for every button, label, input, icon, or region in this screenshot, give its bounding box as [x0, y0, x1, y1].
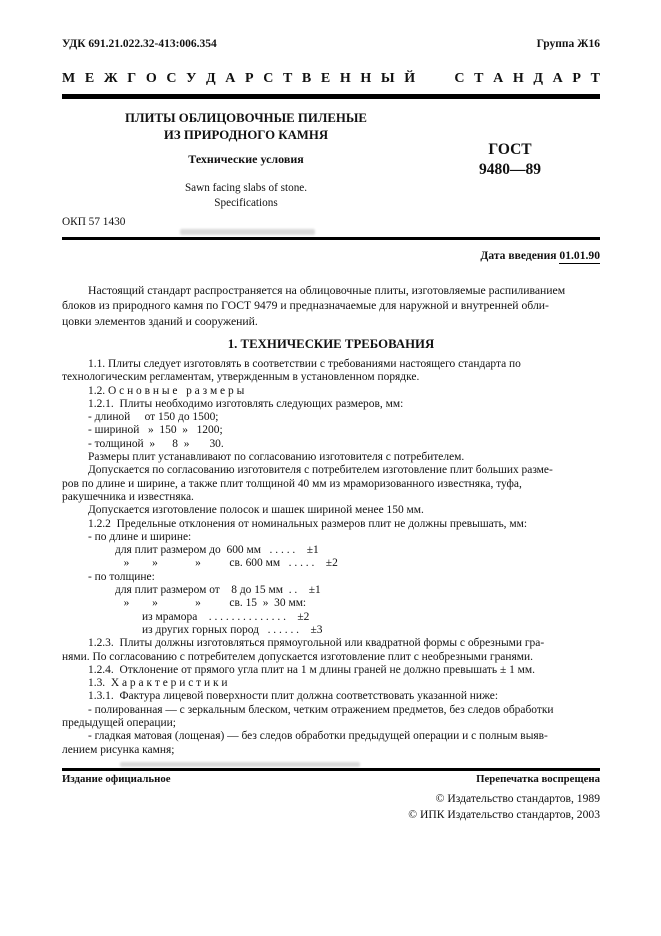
- body-line: - шириной » 150 » 1200;: [88, 424, 223, 437]
- horizontal-rule-footer: [62, 768, 600, 771]
- banner-letter: Р: [572, 71, 581, 86]
- effective-date-value: 01.01.90: [559, 249, 600, 262]
- effective-date: [62, 249, 600, 262]
- horizontal-rule-top: [62, 94, 600, 99]
- body-line: технологическим регламентам, утвержденным в установленном порядке.: [62, 371, 420, 384]
- body-line: 1.2.3. Плиты должны изготовляться прямоугольной или квадратной формы с обрезными гра-: [88, 637, 545, 650]
- body-line: для плит размером до 600 мм . . . . . ±1: [115, 544, 319, 557]
- body-line: » » » св. 600 мм . . . . . ±2: [115, 557, 338, 570]
- body-line: 1.2.2 Предельные отклонения от номинальных размеров плит не должны превышать, мм:: [88, 517, 528, 530]
- banner-letter: О: [145, 71, 157, 86]
- body-line: из мрамора . . . . . . . . . . . . . . ±2: [142, 610, 310, 623]
- body-line: лением рисунка камня;: [62, 743, 175, 756]
- copyright-line-1989: © Издательство стандартов, 1989: [435, 792, 600, 805]
- body-line: из других горных пород . . . . . . ±3: [142, 623, 323, 636]
- body-line: - по толщине:: [88, 570, 155, 583]
- banner-letter: А: [552, 71, 563, 86]
- banner-letter: А: [225, 71, 236, 86]
- banner-letter: Т: [590, 71, 600, 86]
- banner-letter: Е: [320, 71, 331, 86]
- standard-type-banner: [62, 71, 600, 87]
- body-line: - по длине и ширине:: [88, 530, 192, 543]
- body-line: » » » св. 15 » 30 мм:: [115, 597, 307, 610]
- banner-letter: В: [301, 71, 312, 86]
- gost-label: ГОСТ: [488, 141, 532, 158]
- intro-line: Настоящий стандарт распространяется на облицовочные плиты, изготовляемые распиливанием: [88, 284, 566, 297]
- effective-date-label: Дата введения: [480, 249, 560, 262]
- banner-word-gap: [425, 71, 445, 87]
- body-line: - длиной от 150 до 1500;: [88, 411, 219, 424]
- banner-letter: Д: [206, 71, 216, 86]
- banner-letter: Е: [84, 71, 95, 86]
- body-line: 1.2. О с н о в н ы е р а з м е р ы: [88, 384, 245, 397]
- body-line: 1.2.1. Плиты необходимо изготовлять следующих размеров, мм:: [88, 397, 404, 410]
- copyright-line-2003: © ИПК Издательство стандартов, 2003: [408, 808, 600, 821]
- body-line: - гладкая матовая (лощеная) — без следов обработки предыдущей операции и с полным выяв-: [88, 730, 548, 743]
- body-line: - толщиной » 8 » 30.: [88, 437, 224, 450]
- body-line: 1.3.1. Фактура лицевой поверхности плит должна соответствовать указанной ниже:: [88, 690, 499, 703]
- banner-letter: Н: [360, 71, 372, 86]
- body-line: Размеры плит устанавливают по согласованию изготовителя с потребителем.: [88, 451, 465, 464]
- banner-letter: С: [454, 71, 465, 86]
- body-line: для плит размером от 8 до 15 мм . . ±1: [115, 584, 321, 597]
- body-line: - полированная — с зеркальным блеском, четким отражением предметов, без следов обработки: [88, 703, 554, 716]
- intro-line: цовки элементов зданий и сооружений.: [62, 314, 258, 328]
- title-english-line2: Specifications: [214, 196, 278, 209]
- body-line: 1.2.4. Отклонение от прямого угла плит на 1 м длины граней не должно превышать ± 1 мм.: [88, 663, 535, 676]
- scan-artifact: [180, 229, 315, 235]
- title-block: [62, 110, 430, 210]
- banner-letter: Т: [474, 71, 484, 86]
- banner-letter: У: [186, 71, 197, 86]
- gost-designation: [430, 140, 590, 179]
- document-body: [62, 358, 622, 757]
- banner-letter: Й: [404, 71, 416, 86]
- banner-letter: М: [62, 71, 76, 86]
- banner-letter: Н: [339, 71, 351, 86]
- intro-line: блоков из природного камня по ГОСТ 9479 и предназначаемые для наружной и внутренней обли-: [62, 299, 549, 313]
- section-heading: 1. ТЕХНИЧЕСКИЕ ТРЕБОВАНИЯ: [227, 337, 435, 351]
- document-title-line1: ПЛИТЫ ОБЛИЦОВОЧНЫЕ ПИЛЕНЫЕ: [125, 111, 367, 125]
- body-line: ракушечника и известняка.: [62, 490, 194, 503]
- title-english-line1: Sawn facing slabs of stone.: [184, 182, 308, 194]
- scan-artifact: [120, 762, 360, 767]
- classification-row: [62, 38, 600, 50]
- okp-code: ОКП 57 1430: [62, 216, 126, 228]
- footer-notice-row: [62, 773, 600, 785]
- horizontal-rule-middle: [62, 237, 600, 240]
- reprint-prohibited-label: Перепечатка воспрещена: [476, 773, 600, 785]
- banner-letter: А: [493, 71, 504, 86]
- group-code: Группа Ж16: [536, 38, 600, 50]
- banner-letter: С: [263, 71, 274, 86]
- udk-code: УДК 691.21.022.32-413:006.354: [62, 38, 217, 50]
- body-line: нями. По согласованию с потребителем допускается изготовление плит с необрезными гранями.: [62, 650, 533, 663]
- official-edition-label: Издание официальное: [62, 773, 171, 785]
- body-line: Допускается изготовление полосок и шашек шириной менее 150 мм.: [88, 504, 424, 517]
- body-line: 1.1. Плиты следует изготовлять в соответствии с требованиями настоящего стандарта по: [88, 358, 521, 370]
- banner-letter: Г: [127, 71, 137, 86]
- banner-letter: Ы: [380, 71, 395, 86]
- banner-letter: Ж: [103, 71, 118, 86]
- body-line: ров по длине и ширине, а также плит толщиной 40 мм из мраморизованного известняка, туфа,: [62, 477, 522, 490]
- banner-letter: Н: [512, 71, 524, 86]
- gost-number: 9480—89: [479, 160, 541, 178]
- banner-letter: Т: [282, 71, 293, 86]
- banner-letter: Д: [533, 71, 544, 86]
- body-line: предыдущей операции;: [62, 717, 176, 730]
- body-line: Допускается по согласованию изготовителя с потребителем изготовление плит больших разме-: [88, 464, 553, 477]
- document-title-line2: ИЗ ПРИРОДНОГО КАМНЯ: [163, 127, 329, 142]
- document-subtitle: Технические условия: [188, 152, 304, 166]
- banner-letter: Р: [245, 71, 254, 86]
- banner-letter: С: [166, 71, 177, 86]
- intro-paragraph: [62, 283, 602, 329]
- body-line: 1.3. Х а р а к т е р и с т и к и: [88, 677, 228, 690]
